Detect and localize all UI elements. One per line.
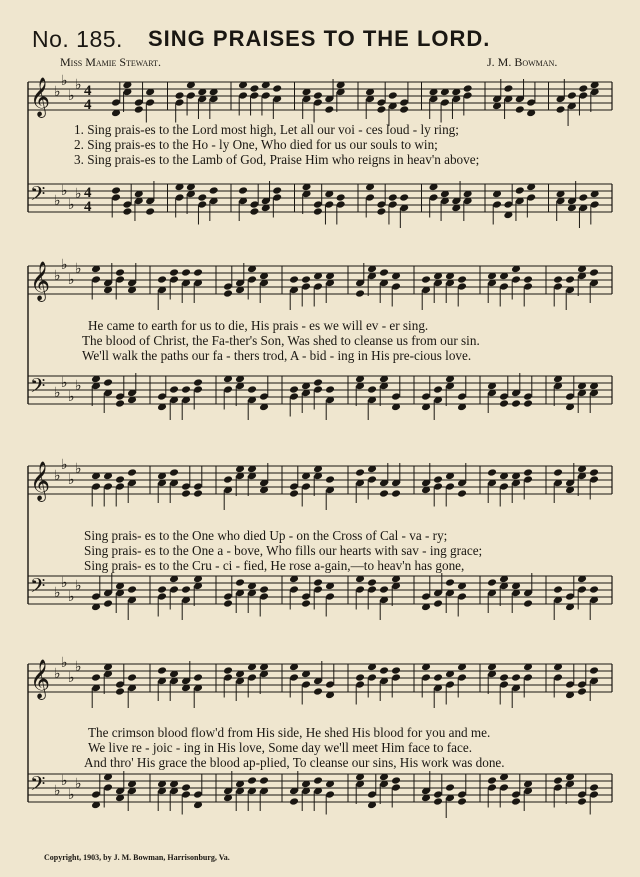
note-head — [433, 385, 443, 394]
note-head — [553, 585, 563, 594]
flat-icon: ♭ — [68, 88, 75, 104]
hymn-title: SING PRAISES TO THE LORD. — [148, 26, 491, 51]
flat-icon: ♭ — [54, 585, 61, 601]
flat-icon: ♭ — [75, 261, 82, 277]
note-head — [433, 673, 443, 682]
copyright-notice: Copyright, 1903, by J. M. Bowman, Harrisonburg, Va. — [44, 853, 230, 862]
flat-icon: ♭ — [75, 578, 82, 594]
note-head — [487, 578, 497, 587]
note-head — [433, 599, 443, 608]
note-head — [169, 468, 179, 477]
note-head — [259, 776, 269, 785]
flat-icon: ♭ — [75, 776, 82, 792]
note-head — [553, 468, 563, 477]
note-head — [175, 91, 185, 100]
flat-icon: ♭ — [61, 183, 68, 199]
note-head — [433, 475, 443, 484]
note-head — [181, 385, 191, 394]
flat-icon: ♭ — [68, 197, 75, 213]
note-head — [115, 268, 125, 277]
flat-icon: ♭ — [54, 783, 61, 799]
note-head — [355, 289, 365, 298]
note-head — [313, 776, 323, 785]
note-head — [289, 797, 299, 806]
flat-icon: ♭ — [61, 457, 68, 473]
note-head — [197, 193, 207, 202]
hymn-header — [24, 26, 624, 56]
note-head — [289, 385, 299, 394]
note-head — [379, 489, 389, 498]
flat-icon: ♭ — [61, 655, 68, 671]
bass-clef-icon: 𝄢 — [30, 574, 46, 602]
note-head — [523, 468, 533, 477]
note-head — [379, 666, 389, 675]
note-head — [223, 289, 233, 298]
note-head — [523, 599, 533, 608]
note-head — [578, 193, 588, 202]
note-head — [336, 193, 346, 202]
note-head — [289, 275, 299, 284]
note-head — [238, 186, 248, 195]
composer-credit: J. M. Bowman. — [487, 55, 558, 69]
hymn-number: No. 185. — [32, 26, 123, 52]
lyric-line: 1. Sing prais-es to the Lord most high, Let all our voi - ces loud - ly ring; — [74, 122, 459, 137]
note-head — [313, 578, 323, 587]
note-head — [235, 578, 245, 587]
note-head — [249, 84, 259, 93]
flat-icon: ♭ — [75, 461, 82, 477]
note-head — [515, 186, 525, 195]
note-head — [272, 186, 282, 195]
note-head — [499, 399, 509, 408]
staff — [28, 73, 612, 126]
flat-icon: ♭ — [54, 268, 61, 284]
note-head — [367, 578, 377, 587]
note-head — [181, 268, 191, 277]
flat-icon: ♭ — [54, 468, 61, 484]
flat-icon: ♭ — [54, 666, 61, 682]
note-head — [391, 776, 401, 785]
note-head — [511, 673, 521, 682]
flat-icon: ♭ — [61, 73, 68, 89]
note-head — [247, 776, 257, 785]
note-head — [313, 687, 323, 696]
note-head — [511, 797, 521, 806]
note-head — [388, 193, 398, 202]
note-head — [445, 783, 455, 792]
flat-icon: ♭ — [54, 385, 61, 401]
note-head — [399, 105, 409, 114]
treble-clef-icon: 𝄞 — [30, 77, 51, 117]
bass-clef-icon: 𝄢 — [30, 772, 46, 800]
note-head — [367, 385, 377, 394]
note-head — [325, 475, 335, 484]
note-head — [301, 599, 311, 608]
flat-icon: ♭ — [61, 257, 68, 273]
time-signature-digit: 4 — [84, 199, 92, 215]
note-head — [111, 186, 121, 195]
note-head — [145, 207, 155, 216]
note-head — [193, 378, 203, 387]
note-head — [301, 275, 311, 284]
note-head — [313, 207, 323, 216]
note-head — [325, 385, 335, 394]
note-head — [134, 105, 144, 114]
note-head — [91, 673, 101, 682]
note-head — [379, 268, 389, 277]
staff — [28, 181, 612, 228]
note-head — [376, 105, 386, 114]
note-head — [457, 797, 467, 806]
flat-icon: ♭ — [61, 575, 68, 591]
music-system-1 — [26, 66, 614, 256]
note-head — [589, 783, 599, 792]
note-head — [169, 385, 179, 394]
note-head — [463, 84, 473, 93]
note-head — [391, 666, 401, 675]
time-signature-digit: 4 — [84, 83, 92, 99]
note-head — [589, 468, 599, 477]
flat-icon: ♭ — [68, 787, 75, 803]
note-head — [127, 673, 137, 682]
note-head — [355, 673, 365, 682]
note-head — [355, 468, 365, 477]
note-head — [127, 585, 137, 594]
note-head — [223, 666, 233, 675]
note-head — [313, 378, 323, 387]
music-system-4 — [26, 654, 614, 844]
lyric-line: 2. Sing prais-es to the Ho - ly One, Who died for us our souls to win; — [74, 137, 438, 152]
note-head — [181, 489, 191, 498]
note-head — [115, 475, 125, 484]
staff — [28, 373, 612, 420]
note-head — [115, 687, 125, 696]
staff — [28, 771, 612, 818]
note-head — [103, 599, 113, 608]
note-head — [193, 268, 203, 277]
note-head — [577, 797, 587, 806]
lyricist-credit: Miss Mamie Stewart. — [60, 55, 161, 69]
flat-icon: ♭ — [54, 193, 61, 209]
note-head — [249, 207, 259, 216]
note-head — [487, 776, 497, 785]
lyric-line: Sing prais- es to the One a - bove, Who fills our hearts with sav - ing grace; — [84, 543, 483, 558]
note-head — [457, 489, 467, 498]
lyric-line: He came to earth for us to die, His prais - es we will ev - er sing. — [88, 318, 429, 333]
flat-icon: ♭ — [68, 670, 75, 686]
music-system-3 — [26, 456, 614, 646]
note-head — [324, 105, 334, 114]
flat-icon: ♭ — [68, 272, 75, 288]
flat-icon: ♭ — [54, 84, 61, 100]
staff — [28, 655, 612, 708]
note-head — [127, 468, 137, 477]
note-head — [259, 585, 269, 594]
note-head — [376, 207, 386, 216]
flat-icon: ♭ — [68, 472, 75, 488]
note-head — [193, 673, 203, 682]
note-head — [157, 666, 167, 675]
flat-icon: ♭ — [61, 773, 68, 789]
bass-clef-icon: 𝄢 — [30, 374, 46, 402]
note-head — [247, 385, 257, 394]
note-head — [272, 84, 282, 93]
note-head — [103, 378, 113, 387]
lyric-line: We live re - joic - ing in His love, Some day we'll meet Him face to face. — [88, 740, 472, 755]
note-head — [421, 275, 431, 284]
flat-icon: ♭ — [68, 389, 75, 405]
note-head — [223, 475, 233, 484]
lyric-line: Sing prais- es to the Cru - ci - fied, He rose a-gain,—to heav'n has gone, — [84, 558, 465, 573]
flat-icon: ♭ — [75, 77, 82, 93]
lyric-line: The blood of Christ, the Fa-ther's Son, Was shed to cleanse us from our sin. — [82, 333, 480, 348]
note-head — [553, 275, 563, 284]
staff — [28, 457, 612, 510]
flat-icon: ♭ — [75, 378, 82, 394]
note-head — [553, 776, 563, 785]
note-head — [511, 399, 521, 408]
note-head — [556, 105, 566, 114]
treble-clef-icon: 𝄞 — [30, 461, 51, 501]
bass-clef-icon: 𝄢 — [30, 182, 46, 210]
treble-clef-icon: 𝄞 — [30, 261, 51, 301]
note-head — [567, 91, 577, 100]
flat-icon: ♭ — [75, 659, 82, 675]
music-system-2 — [26, 256, 614, 446]
note-head — [515, 105, 525, 114]
note-head — [181, 783, 191, 792]
note-head — [523, 275, 533, 284]
note-head — [157, 585, 167, 594]
note-head — [169, 268, 179, 277]
note-head — [503, 84, 513, 93]
note-head — [577, 687, 587, 696]
lyric-line: And thro' His grace the blood ap-plied, To cleanse our sins, His work was done. — [84, 755, 505, 770]
note-head — [565, 275, 575, 284]
time-signature-digit: 4 — [84, 97, 92, 113]
note-head — [289, 489, 299, 498]
staff — [28, 573, 612, 620]
note-head — [388, 91, 398, 100]
treble-clef-icon: 𝄞 — [30, 659, 51, 699]
note-head — [391, 489, 401, 498]
note-head — [122, 207, 132, 216]
note-head — [578, 84, 588, 93]
flat-icon: ♭ — [68, 589, 75, 605]
time-signature-digit: 4 — [84, 185, 92, 201]
note-head — [589, 585, 599, 594]
note-head — [523, 399, 533, 408]
lyric-line: Sing prais- es to the One who died Up - on the Cross of Cal - va - ry; — [84, 528, 448, 543]
note-head — [445, 578, 455, 587]
note-head — [399, 193, 409, 202]
staff — [28, 257, 612, 310]
lyric-line: We'll walk the paths our fa - thers trod, A - bid - ing in His pre-cious love. — [82, 348, 472, 363]
lyric-line: The crimson blood flow'd from His side, He shed His blood for you and me. — [88, 725, 491, 740]
note-head — [433, 797, 443, 806]
note-head — [379, 585, 389, 594]
note-head — [157, 275, 167, 284]
note-head — [223, 599, 233, 608]
note-head — [313, 91, 323, 100]
note-head — [499, 673, 509, 682]
note-head — [487, 468, 497, 477]
lyric-line: 3. Sing prais-es to the Lamb of God, Praise Him who reigns in heav'n above; — [74, 152, 480, 167]
note-head — [457, 275, 467, 284]
note-head — [193, 489, 203, 498]
note-head — [589, 666, 599, 675]
note-head — [115, 399, 125, 408]
note-head — [209, 186, 219, 195]
flat-icon: ♭ — [75, 186, 82, 202]
note-head — [181, 585, 191, 594]
note-head — [589, 268, 599, 277]
flat-icon: ♭ — [61, 375, 68, 391]
